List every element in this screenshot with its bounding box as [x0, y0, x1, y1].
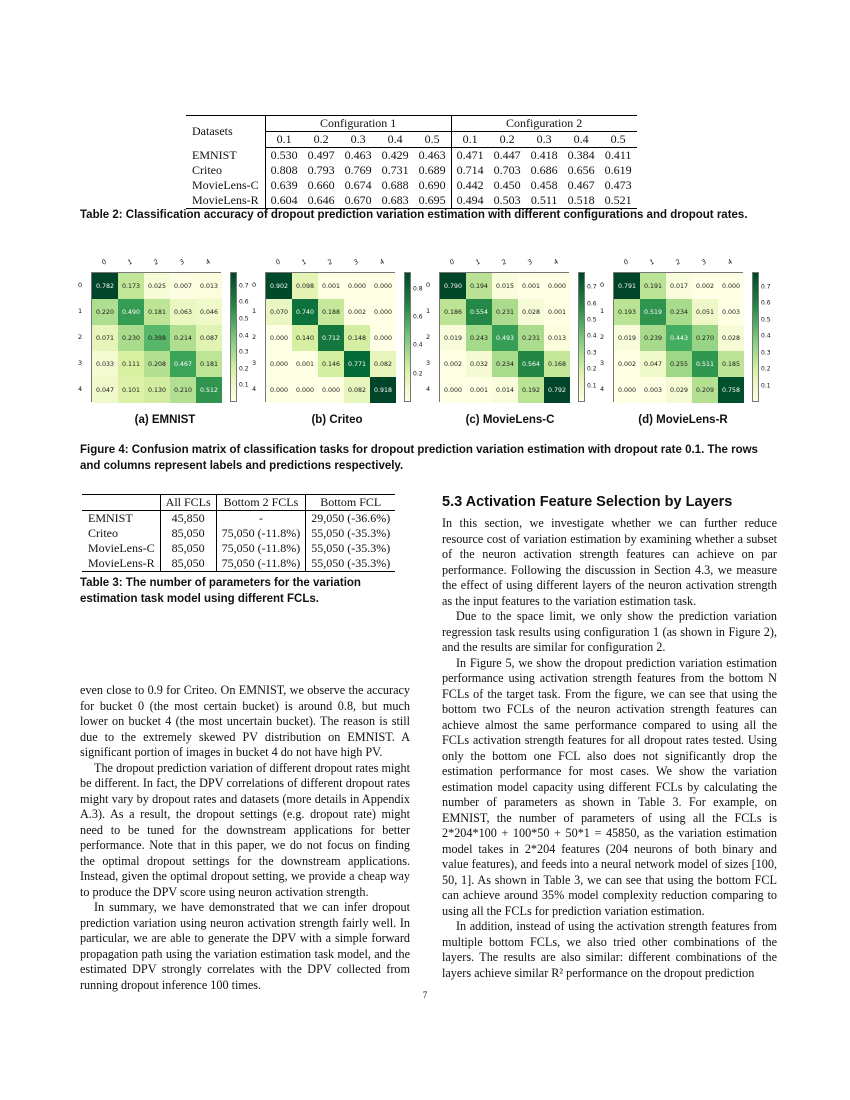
- heatmap-cell: 0.003: [640, 377, 666, 403]
- colorbar-tick-label: 0.7: [761, 283, 771, 291]
- table3-cell: 75,050 (-11.8%): [216, 541, 306, 556]
- heatmap-cell: 0.902: [266, 273, 292, 299]
- table3-cell: 45,850: [160, 511, 216, 527]
- table2-dataset-name: MovieLens-C: [186, 178, 265, 193]
- heatmap-cell: 0.208: [144, 351, 170, 377]
- subcaption-movielens-r: (d) MovieLens-R: [638, 414, 728, 426]
- table2-cell: 0.660: [307, 178, 335, 192]
- heatmap-cell: 0.000: [614, 377, 640, 403]
- heatmap-cell: 0.181: [144, 299, 170, 325]
- heatmap-cell: 0.071: [92, 325, 118, 351]
- table3-cell: 55,050 (-35.3%): [311, 541, 391, 555]
- heatmap-cell: 0.000: [370, 273, 396, 299]
- heatmap-row-label: 4: [600, 385, 605, 393]
- table3-header-cell: All FCLs: [160, 495, 216, 511]
- heatmap-cell: 0.002: [440, 351, 466, 377]
- table3-dataset-name: MovieLens-C: [82, 541, 160, 556]
- table2-cell: 0.384: [567, 148, 595, 162]
- heatmap-cell: 0.181: [196, 351, 222, 377]
- heatmap-column-label: 0: [100, 257, 108, 267]
- table2-cell: 0.714: [456, 163, 484, 177]
- heatmap-cell: 0.231: [518, 325, 544, 351]
- heatmap-cell: 0.270: [692, 325, 718, 351]
- table2-cell: 0.458: [530, 178, 558, 192]
- heatmap-cell: 0.047: [92, 377, 118, 403]
- heatmap-column-label: 0: [274, 257, 282, 267]
- heatmap-cell: 0.000: [266, 377, 292, 403]
- heatmap-cell: 0.210: [170, 377, 196, 403]
- table2-cell: 0.604: [265, 193, 303, 209]
- heatmap-cell: 0.712: [318, 325, 344, 351]
- heatmap-panel-movielens-c: [426, 258, 596, 408]
- heatmap-cell: 0.791: [614, 273, 640, 299]
- heatmap-cell: 0.519: [640, 299, 666, 325]
- colorbar-tick-label: 0.4: [413, 341, 423, 349]
- heatmap-cell: 0.918: [370, 377, 396, 403]
- table2-cell: 0.411: [604, 148, 632, 162]
- table2-cell: 0.656: [567, 163, 595, 177]
- colorbar-tick-label: 0.8: [413, 285, 423, 293]
- table2-rate-header: 0.4: [563, 132, 600, 148]
- colorbar-tick-label: 0.6: [239, 298, 249, 306]
- heatmap-cell: 0.033: [92, 351, 118, 377]
- heatmap-column-label: 1: [126, 257, 134, 267]
- table-2: [186, 115, 637, 209]
- heatmap-cell: 0.000: [544, 273, 570, 299]
- heatmap-cell: 0.082: [344, 377, 370, 403]
- colorbar-ticks: [761, 272, 781, 402]
- colorbar-tick-label: 0.4: [761, 332, 771, 340]
- table2-cell: 0.471: [456, 148, 484, 162]
- heatmap-row-label: 2: [252, 333, 257, 341]
- heatmap-cell: 0.194: [466, 273, 492, 299]
- table2-rate-header: 0.2: [489, 132, 526, 148]
- heatmap-cell: 0.214: [170, 325, 196, 351]
- heatmap-cell: 0.013: [544, 325, 570, 351]
- heatmap-column-label: 4: [378, 257, 386, 267]
- heatmap-row-label: 4: [78, 385, 83, 393]
- heatmap-row-label: 0: [600, 281, 605, 289]
- heatmap-cell: 0.000: [718, 273, 744, 299]
- heatmap-row-label: 2: [600, 333, 605, 341]
- heatmap-row-label: 3: [600, 359, 605, 367]
- heatmap-column-label: 4: [552, 257, 560, 267]
- table2-cell: 0.688: [381, 178, 409, 192]
- heatmap-column-label: 2: [326, 257, 334, 267]
- colorbar-tick-label: 0.7: [239, 282, 249, 290]
- table2-cell: 0.690: [414, 178, 452, 193]
- heatmap-column-label: 4: [726, 257, 734, 267]
- heatmap-cell: 0.014: [492, 377, 518, 403]
- table2-cell: 0.511: [526, 193, 563, 209]
- page-number: 7: [422, 990, 428, 1000]
- figure4-caption: Figure 4: Confusion matrix of classification tasks for dropout prediction variation estimation with dropout rate 0.1. The rows and columns represent labels and predictions respectively.: [80, 444, 758, 472]
- heatmap-column-label: 4: [204, 257, 212, 267]
- heatmap-cell: 0.148: [344, 325, 370, 351]
- table-row: [186, 178, 637, 193]
- table2-rate-header: 0.5: [414, 132, 452, 148]
- heatmap-cell: 0.792: [544, 377, 570, 403]
- heatmap-cell: 0.255: [666, 351, 692, 377]
- table2-rate-header: 0.3: [526, 132, 563, 148]
- paragraph: In this section, we investigate whether we can further reduce resource cost of variation estimation by examining whether a subset of the neuron activation strength features can achieve on par performance. Following the discussion in Section 4.3, we measure the effect of using different layers of the neuron activation strength as the input features to the variation estimation task.: [442, 516, 777, 608]
- heatmap-cell: 0.046: [196, 299, 222, 325]
- heatmap-cell: 0.101: [118, 377, 144, 403]
- table2-cell: 0.670: [340, 193, 377, 209]
- heatmap-cell: 0.025: [144, 273, 170, 299]
- heatmap-cell: 0.000: [344, 273, 370, 299]
- table2-cell: 0.686: [530, 163, 558, 177]
- section-heading: 5.3 Activation Feature Selection by Layers: [442, 494, 733, 510]
- heatmap-cell: 0.000: [370, 325, 396, 351]
- table2-config1-header: Configuration 1: [265, 116, 451, 132]
- table2-cell: 0.418: [530, 148, 558, 162]
- heatmap-cell: 0.230: [118, 325, 144, 351]
- colorbar-tick-label: 0.3: [761, 349, 771, 357]
- heatmap-cell: 0.239: [640, 325, 666, 351]
- heatmap-cell: 0.000: [318, 377, 344, 403]
- heatmap-cell: 0.231: [492, 299, 518, 325]
- heatmap-cell: 0.000: [266, 351, 292, 377]
- heatmap-cell: 0.234: [666, 299, 692, 325]
- colorbar-tick-label: 0.3: [239, 348, 249, 356]
- heatmap-row-label: 1: [78, 307, 83, 315]
- colorbar-tick-label: 0.3: [587, 349, 597, 357]
- table2-cell: 0.808: [270, 163, 298, 177]
- paragraph: In addition, instead of using the activation strength features from multiple bottom FCLs, we also tried other combinations of the layers. The results are also similar: different combinations of the layers achieve similar R² performance on the dropout prediction: [442, 919, 777, 980]
- heatmap-cell: 0.015: [492, 273, 518, 299]
- table2-caption: Table 2: Classification accuracy of dropout prediction variation estimation with different configurations and dropout rates.: [80, 209, 748, 221]
- table3-header-row: [82, 495, 395, 511]
- heatmap-cell: 0.140: [292, 325, 318, 351]
- colorbar-tick-label: 0.2: [761, 365, 771, 373]
- table3-cell: 85,050: [160, 526, 216, 541]
- heatmap-cell: 0.063: [170, 299, 196, 325]
- colorbar-tick-label: 0.1: [239, 381, 249, 389]
- heatmap-cell: 0.001: [292, 351, 318, 377]
- heatmap-cell: 0.082: [370, 351, 396, 377]
- heatmap-cell: 0.007: [170, 273, 196, 299]
- colorbar-tick-label: 0.6: [413, 313, 423, 321]
- heatmap-column-label: 3: [178, 257, 186, 267]
- heatmap-column-label: 3: [526, 257, 534, 267]
- table3-header-cell: Bottom FCL: [306, 495, 395, 511]
- heatmap-cell: 0.017: [666, 273, 692, 299]
- subcaption-criteo: (b) Criteo: [311, 414, 363, 426]
- table2-cell: 0.463: [344, 148, 372, 162]
- heatmap-cell: 0.146: [318, 351, 344, 377]
- table2-cell: 0.731: [381, 163, 409, 177]
- heatmap-row-label: 4: [426, 385, 431, 393]
- heatmap-cell: 0.000: [266, 325, 292, 351]
- table2-cell: 0.530: [270, 148, 298, 162]
- colorbar-tick-label: 0.1: [761, 382, 771, 390]
- heatmap-column-labels: [91, 258, 221, 270]
- heatmap-cell: 0.398: [144, 325, 170, 351]
- heatmap-row-label: 0: [426, 281, 431, 289]
- heatmap-cell: 0.000: [292, 377, 318, 403]
- heatmap-cell: 0.002: [692, 273, 718, 299]
- colorbar-tick-label: 0.5: [239, 315, 249, 323]
- heatmap-column-label: 1: [300, 257, 308, 267]
- table3-cell: 85,050: [160, 556, 216, 572]
- heatmap-cell: 0.209: [692, 377, 718, 403]
- paragraph: In summary, we have demonstrated that we can infer dropout prediction variation using neuron activation strength fairly well. In particular, we are able to generate the DPV with a simple forward propagation path using the variation estimation task model, and the estimated DPV strongly correlates with the DPV collected from running dropout inference 100 times.: [80, 900, 410, 992]
- subcaption-movielens-c: (c) MovieLens-C: [465, 414, 555, 426]
- heatmap-grid: [91, 272, 221, 402]
- table2-cell: 0.521: [600, 193, 637, 209]
- heatmap-panel-criteo: [252, 258, 422, 408]
- table3-cell: 55,050 (-35.3%): [311, 526, 391, 540]
- table2-dataset-name: EMNIST: [186, 148, 265, 164]
- heatmap-cell: 0.019: [440, 325, 466, 351]
- colorbar-tick-label: 0.4: [239, 332, 249, 339]
- table3-dataset-name: Criteo: [82, 526, 160, 541]
- heatmap-cell: 0.130: [144, 377, 170, 403]
- heatmap-column-label: 3: [352, 257, 360, 267]
- heatmap-column-label: 2: [152, 257, 160, 267]
- heatmap-column-label: 2: [674, 257, 682, 267]
- heatmap-cell: 0.191: [640, 273, 666, 299]
- table2-cell: 0.695: [414, 193, 452, 209]
- table2-dataset-name: Criteo: [186, 163, 265, 178]
- heatmap-column-label: 0: [622, 257, 630, 267]
- table3-cell: 29,050 (-36.6%): [311, 511, 391, 525]
- heatmap-row-label: 1: [600, 307, 605, 315]
- heatmap-column-label: 1: [474, 257, 482, 267]
- table2-rate-header: 0.5: [600, 132, 637, 148]
- heatmap-cell: 0.028: [518, 299, 544, 325]
- heatmap-cell: 0.173: [118, 273, 144, 299]
- table2-rate-header: 0.3: [340, 132, 377, 148]
- heatmap-cell: 0.111: [118, 351, 144, 377]
- table2-cell: 0.497: [307, 148, 335, 162]
- table2-cell: 0.463: [414, 148, 452, 164]
- colorbar-tick-label: 0.5: [761, 316, 771, 324]
- heatmap-cell: 0.000: [370, 299, 396, 325]
- table2-dataset-name: MovieLens-R: [186, 193, 265, 209]
- heatmap-cell: 0.013: [196, 273, 222, 299]
- table-row: [186, 163, 637, 178]
- table2-rate-header: 0.4: [377, 132, 414, 148]
- heatmap-cell: 0.564: [518, 351, 544, 377]
- table3-header-cell: Bottom 2 FCLs: [216, 495, 306, 511]
- heatmap-colorbar: [752, 272, 759, 402]
- heatmap-cell: 0.771: [344, 351, 370, 377]
- table2-cell: 0.793: [307, 163, 335, 177]
- heatmap-cell: 0.512: [196, 377, 222, 403]
- table2-cell: 0.503: [489, 193, 526, 209]
- heatmap-cell: 0.168: [544, 351, 570, 377]
- colorbar-tick-label: 0.5: [587, 316, 597, 324]
- heatmap-row-label: 2: [426, 333, 431, 341]
- heatmap-cell: 0.001: [544, 299, 570, 325]
- heatmap-cell: 0.490: [118, 299, 144, 325]
- table-row: [82, 511, 395, 527]
- table-row: [82, 556, 395, 572]
- table2-cell: 0.473: [604, 178, 632, 192]
- colorbar-tick-label: 0.2: [413, 370, 423, 378]
- heatmap-cell: 0.443: [666, 325, 692, 351]
- heatmap-cell: 0.087: [196, 325, 222, 351]
- table2-cell: 0.769: [344, 163, 372, 177]
- heatmap-cell: 0.001: [318, 273, 344, 299]
- heatmap-cell: 0.234: [492, 351, 518, 377]
- heatmap-colorbar: [578, 272, 585, 402]
- table-3: [82, 494, 395, 572]
- table2-cell: 0.494: [451, 193, 489, 209]
- heatmap-cell: 0.028: [718, 325, 744, 351]
- heatmap-cell: 0.493: [492, 325, 518, 351]
- heatmap-row-label: 0: [78, 281, 83, 289]
- heatmap-cell: 0.758: [718, 377, 744, 403]
- table2-cell: 0.619: [604, 163, 632, 177]
- table3-caption: Table 3: The number of parameters for the variation estimation task model using different FCLs.: [80, 577, 361, 605]
- heatmap-column-label: 3: [700, 257, 708, 267]
- colorbar-tick-label: 0.4: [587, 332, 597, 340]
- heatmap-cell: 0.047: [640, 351, 666, 377]
- table3-dataset-name: MovieLens-R: [82, 556, 160, 572]
- heatmap-cell: 0.032: [466, 351, 492, 377]
- colorbar-tick-label: 0.2: [239, 365, 249, 373]
- table2-config2-header: Configuration 2: [451, 116, 637, 132]
- heatmap-cell: 0.782: [92, 273, 118, 299]
- table2-rate-header: 0.1: [265, 132, 303, 148]
- heatmap-cell: 0.002: [344, 299, 370, 325]
- heatmap-row-label: 1: [252, 307, 257, 315]
- heatmap-cell: 0.554: [466, 299, 492, 325]
- heatmap-column-labels: [439, 258, 569, 270]
- left-column-text: [80, 683, 410, 993]
- heatmap-cell: 0.002: [614, 351, 640, 377]
- table3-cell: 75,050 (-11.8%): [216, 556, 306, 572]
- heatmap-cell: 0.000: [440, 377, 466, 403]
- table2-cell: 0.429: [381, 148, 409, 162]
- colorbar-tick-label: 0.2: [587, 365, 597, 373]
- heatmap-cell: 0.051: [692, 299, 718, 325]
- heatmap-row-label: 2: [78, 333, 83, 341]
- heatmap-cell: 0.188: [318, 299, 344, 325]
- heatmap-cell: 0.001: [466, 377, 492, 403]
- heatmap-cell: 0.243: [466, 325, 492, 351]
- heatmap-cell: 0.001: [518, 273, 544, 299]
- colorbar-tick-label: 0.6: [761, 299, 771, 307]
- heatmap-cell: 0.029: [666, 377, 692, 403]
- heatmap-row-label: 3: [252, 359, 257, 367]
- table3-cell: 55,050 (-35.3%): [306, 556, 395, 572]
- heatmap-cell: 0.192: [518, 377, 544, 403]
- heatmap-row-label: 4: [252, 385, 257, 393]
- paragraph: Due to the space limit, we only show the prediction variation regression task results using configuration 1 (as shown in Figure 2), and the results are similar for configuration 2.: [442, 609, 777, 654]
- table2-cell: 0.703: [493, 163, 521, 177]
- heatmap-colorbar: [404, 272, 411, 402]
- heatmap-cell: 0.185: [718, 351, 744, 377]
- paragraph: The dropout prediction variation of different dropout rates might be different. In fact, the DPV correlations of different dropout rates might vary by dropout rates and datasets (more details in Appendix A.3). As a result, the dropout settings (e.g. dropout rate) might need to be tuned for the downstream applications for better performance. Note that in this paper, we do not focus on finding the optimal dropout settings for the downstream applications. Instead, given the optimal dropout setting, we provide a cheap way to produce the DPV score using neuron activation strength.: [80, 760, 410, 899]
- heatmap-row-label: 3: [426, 359, 431, 367]
- paragraph: In Figure 5, we show the dropout prediction variation estimation performance using activation strength features from the bottom N FCLs of the target task. From the figure, we can see that using the bottom two FCLs of the neuron activation strength features can achieve almost the same performance compared to using all the FCLs activation strength features for all dropout rates tested. Using only the bottom one FCL also does not significantly drop the estimation performance for most cases. We show the variation estimation model capacity using different FCLs by calculating the number of parameters as shown in Table 3. For example, on EMNIST, the number of parameters of using all the FCLs is 2*204*100 + 100*50 + 50*1 = 45850, as the variation estimation model takes in 2*204 features (204 neurons of both binary and value features), and feeds into a neural network model of sizes [100, 50, 1]. As shown in Table 3, we can see that using the bottom FCL can achieve around 35% model complexity reduction comparing to using all the FCLs for prediction variation estimation.: [442, 655, 777, 918]
- colorbar-tick-label: 0.7: [587, 283, 597, 291]
- heatmap-grid: [439, 272, 569, 402]
- table3-dataset-name: EMNIST: [82, 511, 160, 527]
- heatmap-column-labels: [265, 258, 395, 270]
- table2-cell: 0.518: [563, 193, 600, 209]
- table3-cell: 75,050 (-11.8%): [216, 526, 306, 541]
- table2-cell: 0.447: [493, 148, 521, 162]
- heatmap-cell: 0.003: [718, 299, 744, 325]
- heatmap-column-labels: [613, 258, 743, 270]
- heatmap-grid: [265, 272, 395, 402]
- table2-datasets-header: Datasets: [186, 116, 265, 148]
- colorbar-tick-label: 0.1: [587, 382, 597, 390]
- table2-rate-header: 0.1: [451, 132, 489, 148]
- heatmap-cell: 0.193: [614, 299, 640, 325]
- table-row: [82, 526, 395, 541]
- table2-cell: 0.689: [414, 163, 452, 178]
- heatmap-grid: [613, 272, 743, 402]
- heatmap-panel-emnist: [78, 258, 248, 408]
- heatmap-colorbar: [230, 272, 237, 402]
- subcaption-emnist: (a) EMNIST: [134, 414, 196, 426]
- heatmap-cell: 0.098: [292, 273, 318, 299]
- table2-cell: 0.646: [303, 193, 340, 209]
- table-row: [186, 148, 637, 164]
- heatmap-row-label: 3: [78, 359, 83, 367]
- heatmap-cell: 0.511: [692, 351, 718, 377]
- table2-cell: 0.450: [493, 178, 521, 192]
- paragraph: even close to 0.9 for Criteo. On EMNIST, we observe the accuracy for bucket 0 (the most certain bucket) is around 0.8, but much lower on bucket 4 (the most uncertain bucket). The reason is still due to the extremely skewed PV distribution on EMNIST. A significant portion of images in bucket 4 do not have high PV.: [80, 683, 410, 759]
- heatmap-panel-movielens-r: [600, 258, 770, 408]
- table2-rate-header: 0.2: [303, 132, 340, 148]
- heatmap-column-label: 0: [448, 257, 456, 267]
- heatmap-cell: 0.740: [292, 299, 318, 325]
- heatmap-cell: 0.186: [440, 299, 466, 325]
- table3-cell: -: [216, 511, 306, 527]
- heatmap-cell: 0.790: [440, 273, 466, 299]
- heatmap-cell: 0.019: [614, 325, 640, 351]
- heatmap-column-label: 1: [648, 257, 656, 267]
- heatmap-row-label: 0: [252, 281, 257, 289]
- heatmap-cell: 0.220: [92, 299, 118, 325]
- heatmap-column-label: 2: [500, 257, 508, 267]
- heatmap-cell: 0.467: [170, 351, 196, 377]
- table-row: [82, 541, 395, 556]
- table2-cell: 0.467: [567, 178, 595, 192]
- heatmap-row-label: 1: [426, 307, 431, 315]
- table2-cell: 0.683: [377, 193, 414, 209]
- colorbar-tick-label: 0.6: [587, 300, 597, 307]
- table3-header-cell: [82, 495, 160, 511]
- table2-cell: 0.674: [344, 178, 372, 192]
- table2-cell: 0.442: [456, 178, 484, 192]
- heatmap-cell: 0.070: [266, 299, 292, 325]
- table2-cell: 0.639: [270, 178, 298, 192]
- table3-cell: 85,050: [160, 541, 216, 556]
- right-column-text: [442, 516, 777, 981]
